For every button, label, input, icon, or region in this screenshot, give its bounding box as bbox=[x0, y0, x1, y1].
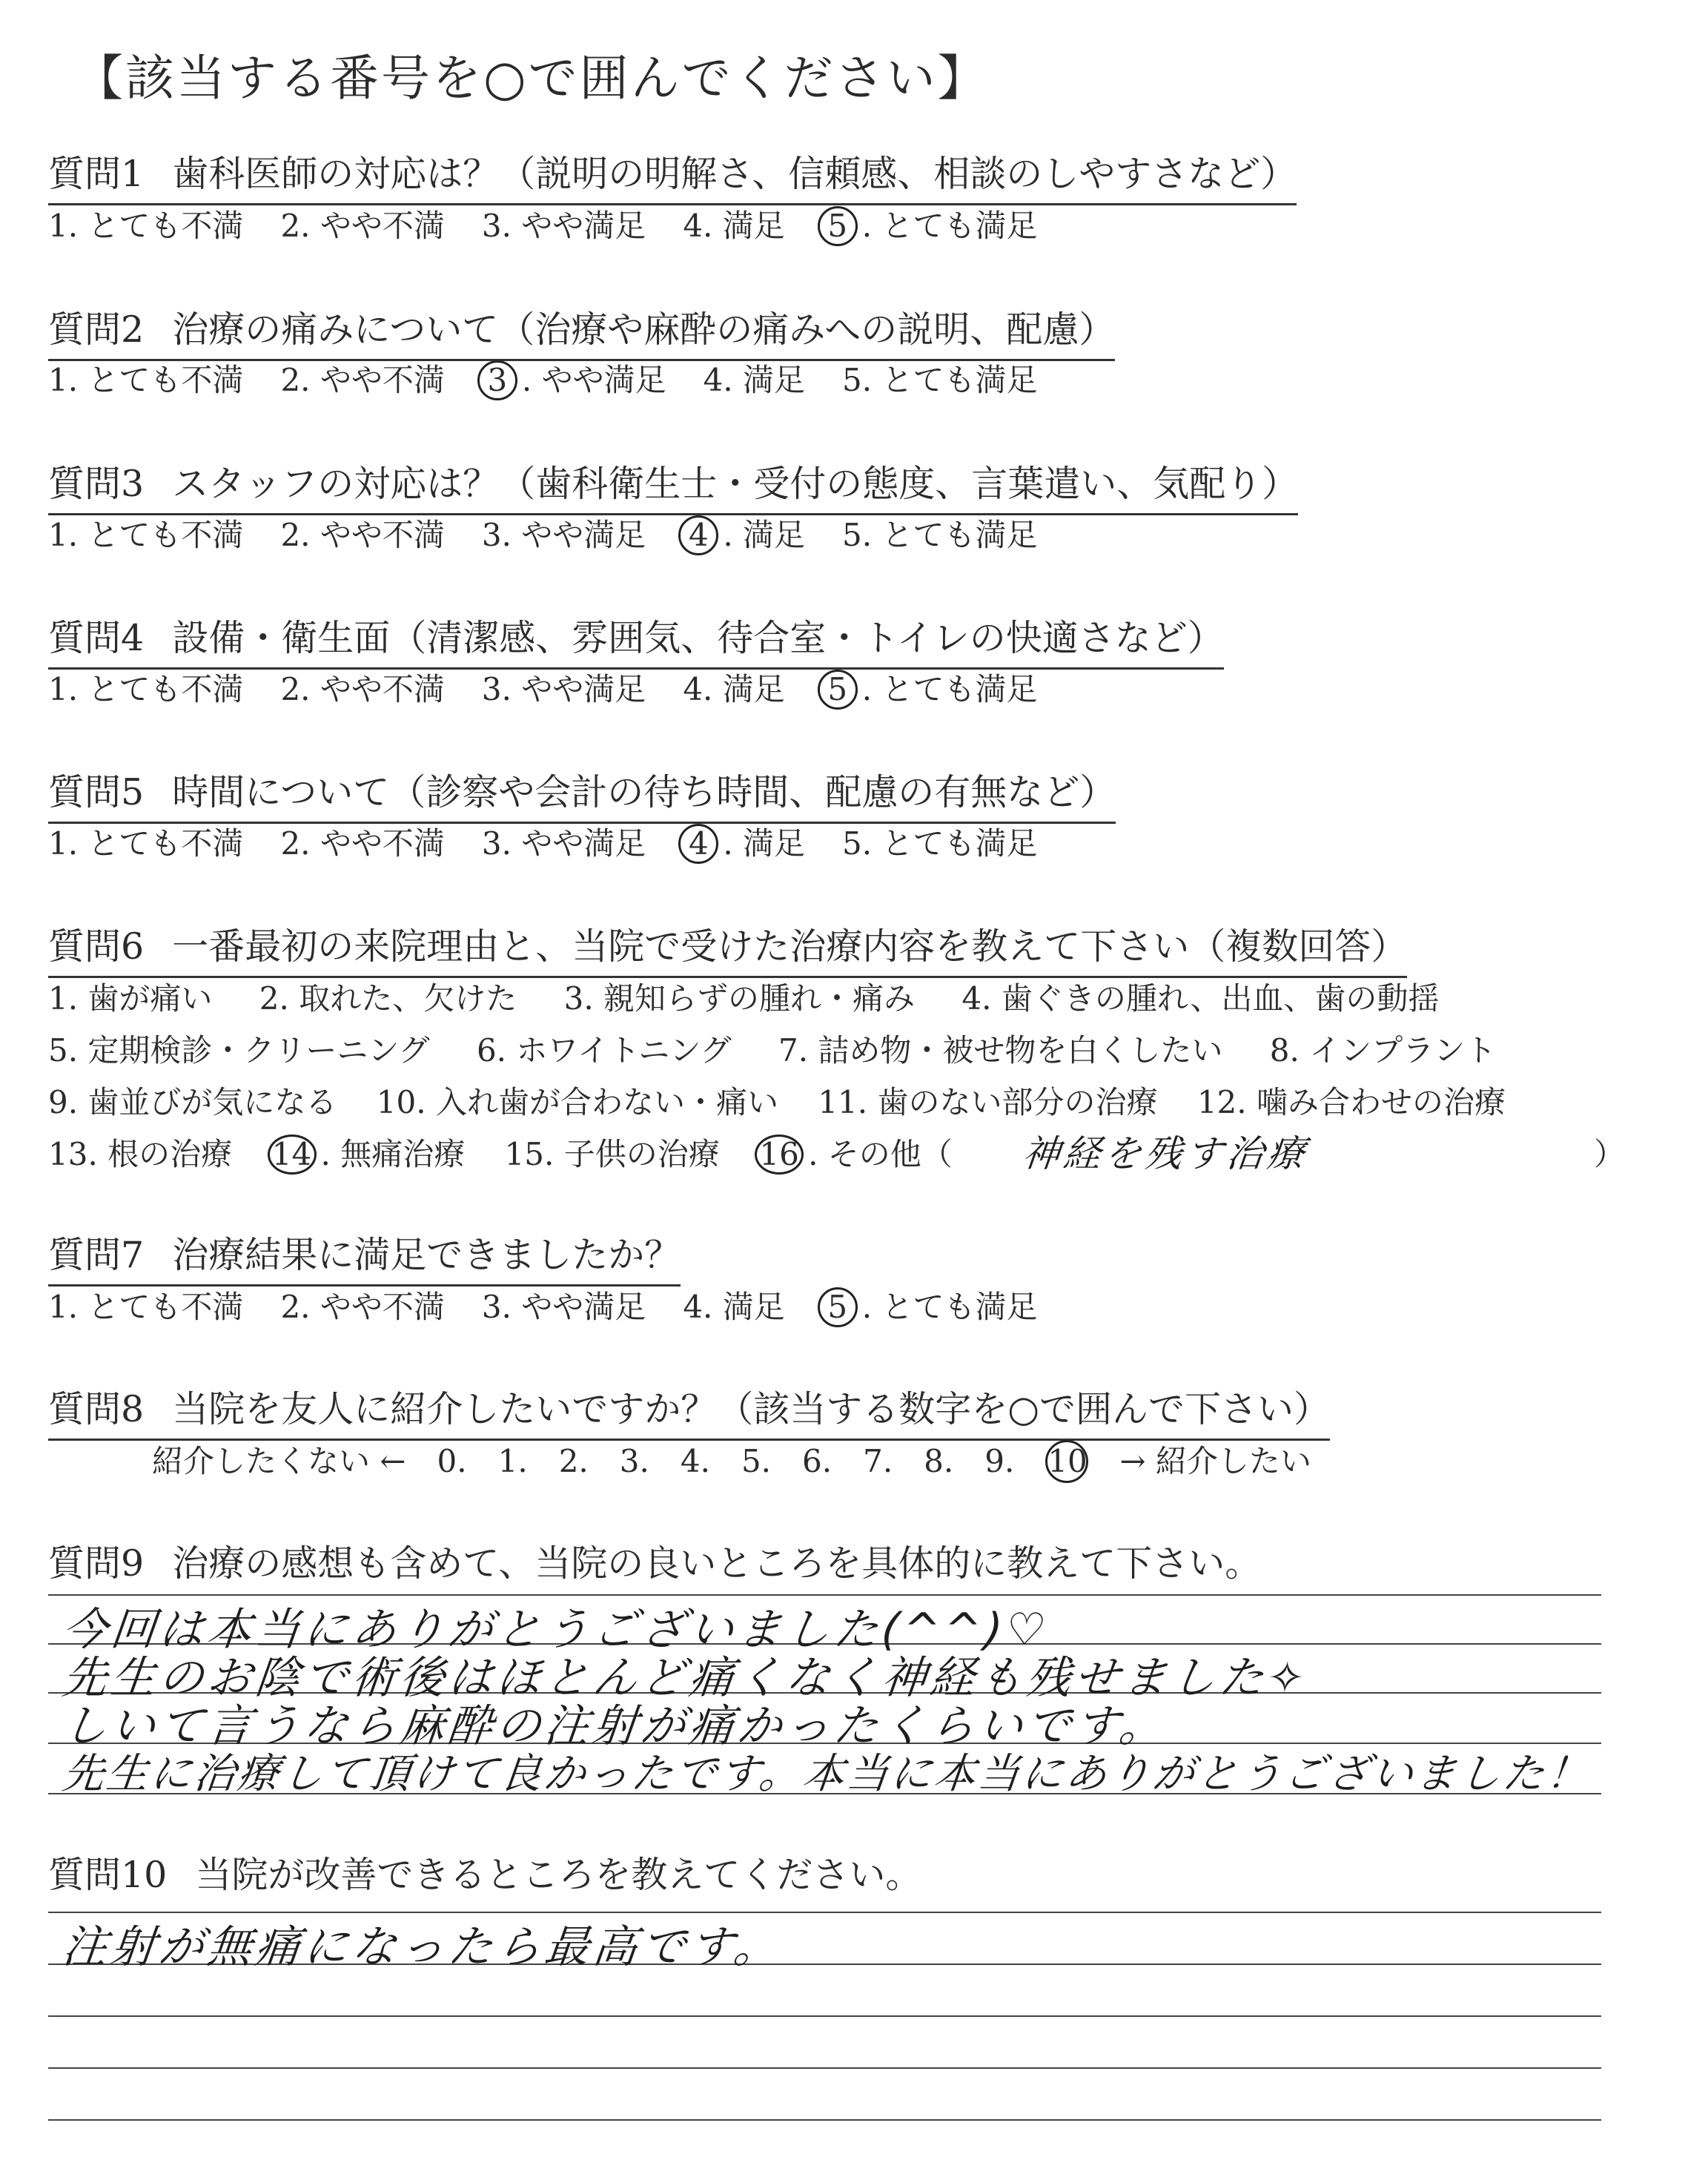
scale-number-selected[interactable]: 10 bbox=[1045, 1440, 1088, 1483]
answer-rule bbox=[48, 2067, 1601, 2069]
option[interactable]: 4. 歯ぐきの腫れ、出血、歯の動揺 bbox=[961, 980, 1440, 1017]
option[interactable]: 2. やや不満 bbox=[280, 517, 445, 553]
other-close-paren: ） bbox=[1594, 1136, 1626, 1172]
selection-circle: 5 bbox=[818, 206, 858, 246]
question-7-title bbox=[48, 1226, 681, 1287]
selection-circle: 3 bbox=[477, 360, 517, 400]
selection-circle: 4 bbox=[678, 824, 718, 864]
question-8-title bbox=[48, 1381, 1330, 1441]
question-6-row-2[interactable] bbox=[48, 1026, 1533, 1071]
question-text: 設備・衛生面（清潔感、雰囲気、待合室・トイレの快適さなど） bbox=[172, 617, 1224, 659]
option-selected[interactable] bbox=[683, 511, 805, 555]
selection-circle: 4 bbox=[678, 515, 718, 555]
option[interactable]: 3. 親知らずの腫れ・痛み bbox=[563, 980, 916, 1017]
option[interactable]: 9. 歯並びが気になる bbox=[48, 1084, 337, 1120]
question-6-row-4[interactable] bbox=[48, 1130, 953, 1175]
option[interactable]: 1. 歯が痛い bbox=[48, 980, 213, 1017]
question-2-options[interactable] bbox=[48, 356, 1074, 400]
option-selected[interactable] bbox=[272, 1130, 466, 1175]
option[interactable]: 3. やや満足 bbox=[481, 517, 646, 553]
answer-rule bbox=[48, 2119, 1601, 2121]
option-selected[interactable] bbox=[683, 819, 805, 864]
option[interactable]: 2. やや不満 bbox=[280, 825, 445, 862]
question-number: 質問10 bbox=[48, 1854, 168, 1896]
question-text: 当院が改善できるところを教えてください。 bbox=[195, 1854, 922, 1896]
option[interactable]: 4. 満足 bbox=[683, 208, 785, 244]
option-selected[interactable] bbox=[822, 665, 1038, 710]
scale-number[interactable]: 4. bbox=[680, 1443, 710, 1479]
scale-number[interactable]: 5. bbox=[741, 1443, 772, 1479]
option[interactable]: 3. やや満足 bbox=[481, 671, 646, 707]
scale-left-label: 紹介したくない ← bbox=[152, 1443, 406, 1479]
option-label: . とても満足 bbox=[861, 671, 1038, 707]
question-7-options[interactable] bbox=[48, 1283, 1074, 1327]
question-text: スタッフの対応は？（歯科衛生士・受付の態度、言葉遣い、気配り） bbox=[172, 463, 1299, 505]
answer-rule bbox=[48, 2015, 1601, 2017]
option-selected[interactable] bbox=[822, 1283, 1038, 1327]
option-label: . とても満足 bbox=[861, 1289, 1038, 1325]
q10-answer-line[interactable]: 注射が無痛になったら最高です。 bbox=[59, 1921, 785, 1973]
question-text: 治療結果に満足できましたか？ bbox=[172, 1234, 681, 1276]
question-10-title bbox=[48, 1846, 921, 1904]
question-number: 質問7 bbox=[48, 1234, 145, 1276]
question-number: 質問9 bbox=[48, 1542, 145, 1585]
option[interactable]: 4. 満足 bbox=[703, 362, 806, 398]
question-number: 質問2 bbox=[48, 308, 145, 351]
scale-number[interactable]: 6. bbox=[802, 1443, 833, 1479]
option[interactable]: 10. 入れ歯が合わない・痛い bbox=[376, 1084, 778, 1120]
scale-number[interactable]: 3. bbox=[619, 1443, 649, 1479]
question-number: 質問3 bbox=[48, 463, 145, 505]
question-5-title bbox=[48, 764, 1116, 824]
option[interactable]: 5. とても満足 bbox=[842, 517, 1038, 553]
question-text: 歯科医師の対応は？（説明の明解さ、信頼感、相談のしやすさなど） bbox=[172, 153, 1297, 195]
option-selected[interactable] bbox=[822, 202, 1038, 246]
question-number: 質問1 bbox=[48, 153, 145, 195]
option[interactable]: 2. やや不満 bbox=[280, 208, 445, 244]
question-number: 質問6 bbox=[48, 925, 145, 968]
option[interactable]: 2. やや不満 bbox=[280, 362, 445, 398]
question-number: 質問8 bbox=[48, 1388, 145, 1430]
option[interactable]: 4. 満足 bbox=[683, 671, 785, 707]
question-number: 質問4 bbox=[48, 617, 145, 659]
option[interactable]: 1. とても不満 bbox=[48, 1289, 244, 1325]
q9-answer-line[interactable]: 先生に治療して頂けて良かったです。本当に本当にありがとうございました！ bbox=[60, 1750, 1593, 1798]
option[interactable]: 8. インプラント bbox=[1269, 1032, 1497, 1069]
option[interactable]: 2. やや不満 bbox=[280, 1289, 445, 1325]
page-header: 【該当する番号を○で囲んでください】 bbox=[74, 50, 989, 107]
option-label: . 満足 bbox=[723, 517, 806, 553]
scale-number[interactable]: 7. bbox=[863, 1443, 893, 1479]
option-label: . その他（ bbox=[808, 1136, 953, 1172]
option[interactable]: 5. とても満足 bbox=[842, 825, 1038, 862]
scale-number[interactable]: 1. bbox=[497, 1443, 528, 1479]
referral-scale[interactable] bbox=[152, 1437, 1343, 1483]
option[interactable]: 2. 取れた、欠けた bbox=[259, 980, 517, 1017]
option-label: . とても満足 bbox=[861, 208, 1038, 244]
selection-circle: 16 bbox=[755, 1135, 804, 1175]
option[interactable]: 1. とても不満 bbox=[48, 362, 244, 398]
question-2-title bbox=[48, 301, 1115, 361]
option-label: . 満足 bbox=[723, 825, 806, 862]
selection-circle: 5 bbox=[818, 670, 858, 710]
selection-circle: 14 bbox=[268, 1135, 317, 1175]
question-3-options[interactable] bbox=[48, 511, 1074, 555]
question-6-row-3[interactable] bbox=[48, 1078, 1506, 1123]
question-4-options[interactable] bbox=[48, 665, 1074, 710]
scale-number[interactable]: 2. bbox=[558, 1443, 589, 1479]
option-label: . 無痛治療 bbox=[320, 1136, 466, 1172]
question-text: 一番最初の来院理由と、当院で受けた治療内容を教えて下さい（複数回答） bbox=[172, 925, 1408, 968]
option[interactable]: 11. 歯のない部分の治療 bbox=[818, 1084, 1158, 1120]
question-9-title bbox=[48, 1535, 1261, 1593]
option[interactable]: 6. ホワイトニング bbox=[476, 1032, 732, 1069]
question-3-title bbox=[48, 455, 1298, 515]
option[interactable]: 1. とても不満 bbox=[48, 517, 244, 553]
option[interactable]: 13. 根の治療 bbox=[48, 1136, 233, 1172]
option[interactable]: 12. 噛み合わせの治療 bbox=[1196, 1084, 1506, 1120]
question-5-options[interactable] bbox=[48, 819, 1074, 864]
option[interactable]: 5. とても満足 bbox=[842, 362, 1038, 398]
question-6-row-1[interactable] bbox=[48, 974, 1476, 1019]
option[interactable]: 1. とても不満 bbox=[48, 671, 244, 707]
question-6-title bbox=[48, 918, 1407, 978]
q9-answer-line[interactable]: 先生のお陰で術後はほとんど痛くなく神経も残せました✧ bbox=[59, 1652, 1311, 1704]
option[interactable]: 4. 満足 bbox=[683, 1289, 785, 1325]
question-text: 治療の痛みについて（治療や麻酔の痛みへの説明、配慮） bbox=[172, 308, 1116, 351]
question-text: 当院を友人に紹介したいですか？（該当する数字を○で囲んで下さい） bbox=[172, 1388, 1330, 1430]
scale-number[interactable]: 0. bbox=[437, 1443, 467, 1479]
option-label: . やや満足 bbox=[521, 362, 666, 398]
option[interactable]: 3. やや満足 bbox=[481, 825, 646, 862]
question-4-title bbox=[48, 610, 1224, 670]
option[interactable]: 15. 子供の治療 bbox=[504, 1136, 720, 1172]
question-number: 質問5 bbox=[48, 771, 145, 813]
option[interactable]: 1. とても不満 bbox=[48, 208, 244, 244]
q9-answer-line[interactable]: 今回は本当にありがとうございました(^^)♡ bbox=[59, 1604, 1053, 1656]
option-selected[interactable] bbox=[482, 356, 666, 400]
question-text: 治療の感想も含めて、当院の良いところを具体的に教えて下さい。 bbox=[172, 1542, 1262, 1585]
question-1-title bbox=[48, 145, 1297, 205]
question-text: 時間について（診察や会計の待ち時間、配慮の有無など） bbox=[172, 771, 1116, 813]
option[interactable]: 2. やや不満 bbox=[280, 671, 445, 707]
selection-circle: 5 bbox=[818, 1287, 858, 1327]
option[interactable]: 3. やや満足 bbox=[481, 1289, 646, 1325]
option[interactable]: 3. やや満足 bbox=[481, 208, 646, 244]
option[interactable]: 5. 定期検診・クリーニング bbox=[48, 1032, 430, 1069]
scale-number[interactable]: 9. bbox=[984, 1443, 1015, 1479]
option[interactable]: 7. 詰め物・被せ物を白くしたい bbox=[778, 1032, 1223, 1069]
other-handwritten-answer[interactable]: 神経を残す治療 bbox=[1020, 1132, 1311, 1175]
scale-number[interactable]: 8. bbox=[924, 1443, 954, 1479]
option[interactable]: 1. とても不満 bbox=[48, 825, 244, 862]
q9-answer-line[interactable]: しいて言うなら麻酔の注射が痛かったくらいです。 bbox=[59, 1700, 1171, 1752]
scale-right-label: → 紹介したい bbox=[1119, 1443, 1311, 1479]
question-1-options[interactable] bbox=[48, 202, 1074, 246]
option-selected[interactable] bbox=[759, 1130, 953, 1175]
